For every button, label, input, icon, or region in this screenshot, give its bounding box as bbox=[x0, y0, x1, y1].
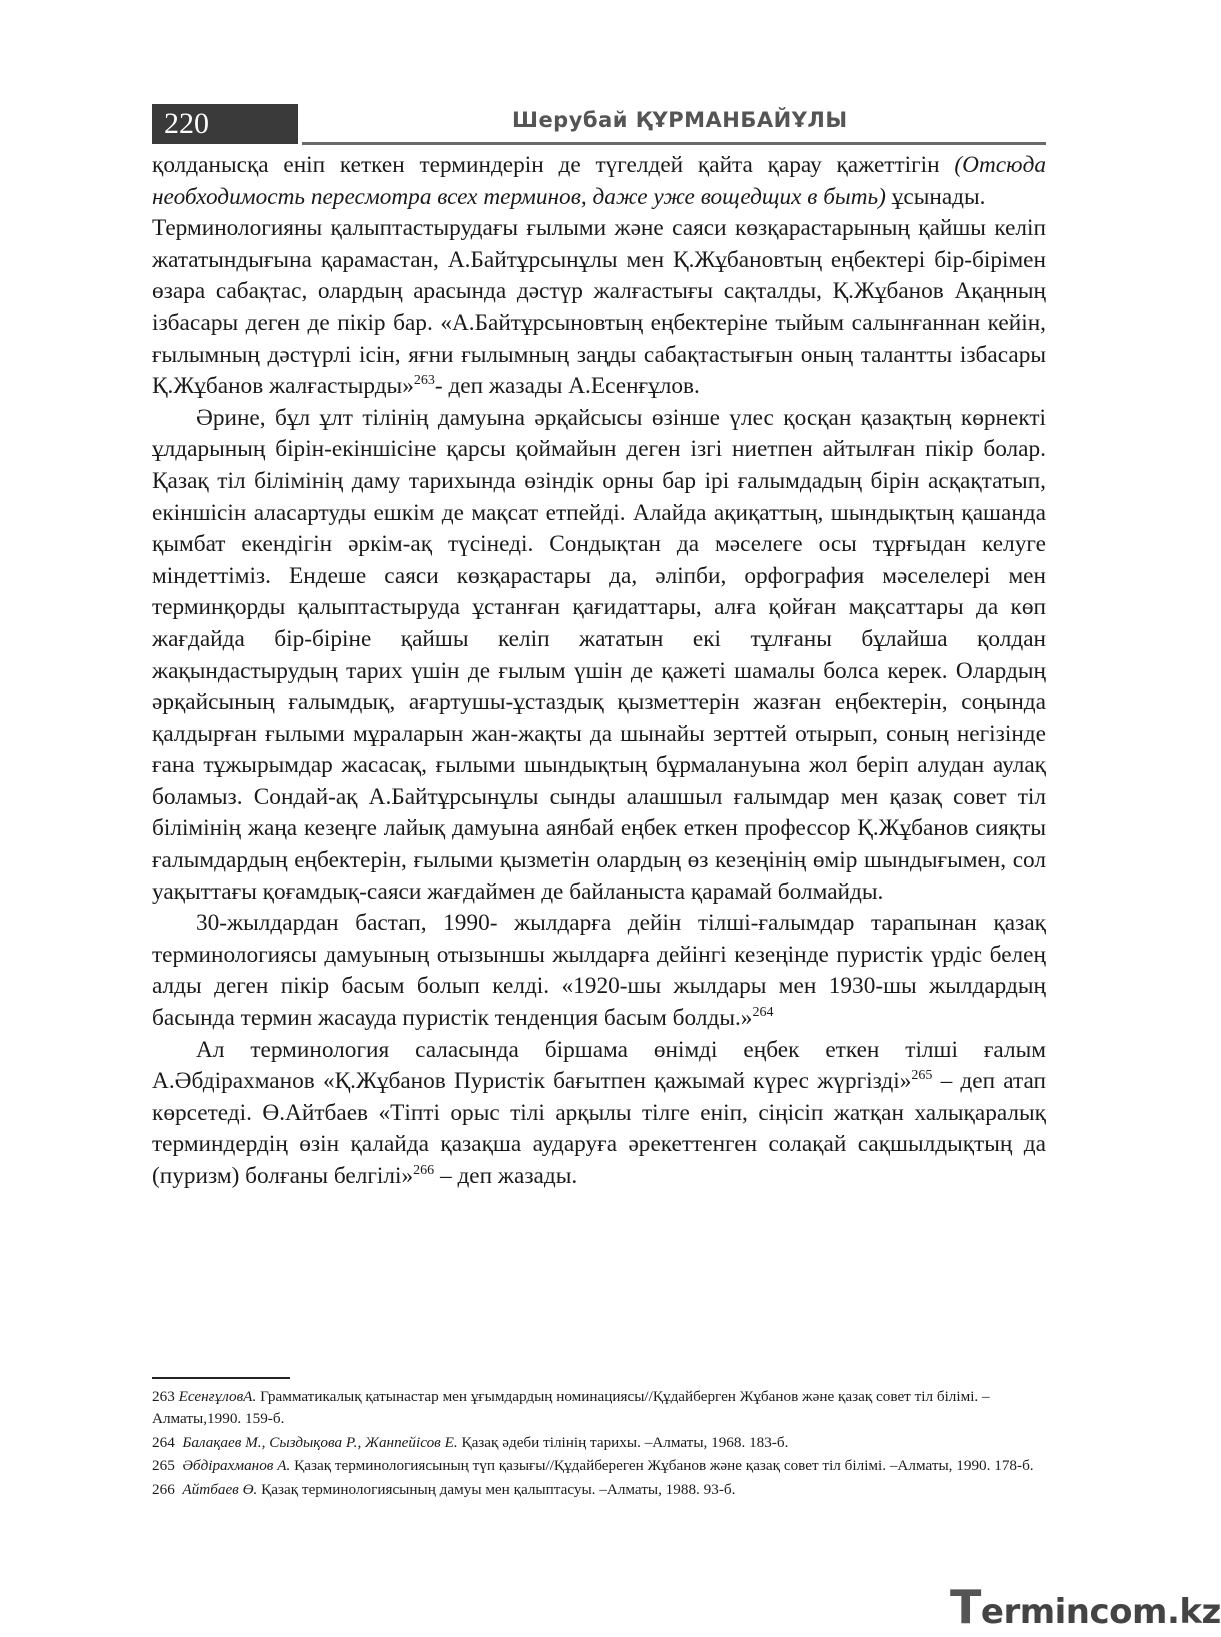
watermark-rest: ermincom.kz bbox=[980, 1592, 1221, 1632]
p1-text-b: ұсынады. bbox=[885, 183, 986, 210]
footnote-text: Қазақ әдеби тілінің тарихы. –Алматы, 1968. 183-б. bbox=[457, 1433, 789, 1451]
page-header bbox=[152, 104, 1046, 148]
running-title: Шерубай ҚҰРМАНБАЙҰЛЫ bbox=[512, 108, 848, 132]
paragraph-4 bbox=[152, 908, 1046, 1034]
footnote-text: Грамматикалық қатынастар мен ұғымдардың номинациясы//Құдайберген Жұбанов және қазақ совет тіл білімі. –Алматы,1990. 159-б. bbox=[152, 1388, 990, 1427]
footnote-ref-263[interactable]: 263 bbox=[413, 373, 435, 389]
p5-text-b: – деп атап көрсетеді. Ө.Айтбаев «Тіпті орыс тілі арқылы тілге еніп, сіңісіп жатқан халықаралық терминдердің өзін қалайда қазақша аударуға әрекеттенген солақай сақшылдықтың да (пуризм) болғаны белгілі» bbox=[152, 1068, 1046, 1189]
footnote-text: Қазақ терминологиясының түп қазығы//Құдайбереген Жұбанов және қазақ совет тіл білімі. –Алматы, 1990. 178-б. bbox=[290, 1457, 1034, 1475]
footnote-number: 265 bbox=[152, 1457, 175, 1475]
footnote-author: ЕсенғұловА. bbox=[178, 1388, 257, 1405]
footnote-number: 263 bbox=[152, 1388, 175, 1405]
p1-text-a: қолданысқа еніп кеткен терминдерін де түгелдей қайта қарау қажеттігін bbox=[152, 152, 955, 178]
header-rule bbox=[302, 142, 1046, 145]
paragraph-2 bbox=[152, 213, 1046, 403]
p2-text-b: - деп жазады А.Есенғұлов. bbox=[434, 373, 700, 400]
footnotes bbox=[152, 1386, 1046, 1503]
paragraph-1 bbox=[152, 150, 1046, 213]
footnote-263 bbox=[152, 1386, 1046, 1430]
footnote-265 bbox=[152, 1455, 1046, 1477]
footnote-text: Қазақ терминологиясының дамуы мен қалыптасуы. –Алматы, 1988. 93-б. bbox=[257, 1481, 736, 1499]
footnote-author: Балақаев М., Сыздықова Р., Жанпейісов Е. bbox=[182, 1433, 458, 1451]
footnote-number: 266 bbox=[152, 1481, 175, 1499]
p5-text-c: – деп жазады. bbox=[434, 1163, 578, 1189]
footnote-rule bbox=[152, 1377, 290, 1379]
p5-text-a: Ал терминология саласында біршама өнімді еңбек еткен тілші ғалым А.Әбдірахманов «Қ.Жұбанов Пуристік бағытпен қажымай күрес жүргізді» bbox=[152, 1036, 1046, 1095]
watermark-logo bbox=[950, 1580, 1221, 1634]
p1-italic: (Отсюда необходимость пересмотра всех терминов, даже уже вощедщих в быть) bbox=[152, 152, 1046, 210]
footnote-266 bbox=[152, 1479, 1046, 1501]
footnote-ref-266[interactable]: 266 bbox=[413, 1163, 435, 1179]
footnote-ref-265[interactable]: 265 bbox=[911, 1068, 933, 1084]
footnote-author: Айтбаев Ө. bbox=[182, 1481, 258, 1499]
footnote-number: 264 bbox=[152, 1433, 175, 1451]
p4-text-a: 30-жылдардан бастап, 1990- жылдарға дейін тілші-ғалымдар тарапынан қазақ терминологиясы дамуының отызыншы жылдарға дейінгі кезеңінде пуристік үрдіс белең алды деген пікір басым болып келді. «1920-шы жылдары мен 1930-шы жылдардың басында термин жасауда пуристік тенденция басым болды.» bbox=[152, 910, 1046, 1032]
page-number: 220 bbox=[152, 104, 298, 144]
watermark-lead: T bbox=[950, 1580, 981, 1634]
body-text bbox=[152, 150, 1046, 1193]
footnote-author: Әбдірахманов А. bbox=[182, 1457, 291, 1475]
paragraph-3: Әрине, бұл ұлт тілінің дамуына әрқайсысы өзінше үлес қосқан қазақтың көрнекті ұлдарының бірін-екіншісіне қарсы қоймайын деген ізгі ниетпен айтылған пікір болар. Қазақ тіл білімінің даму тарихында өзіндік орны бар ірі ғалымдадың бірін асқақтатып, екіншісін аласартуды ешкім де мақсат етпейді. Алайда ақиқаттың, шындықтың қашанда қымбат екендігін әркім-ақ түсінеді. Сондықтан да мәселеге осы тұрғыдан келуге міндеттіміз. Ендеше саяси көзқарастары да, әліпби, орфография мәселелері мен терминқорды қалыптастыруда ұстанған қағидаттары, алға қойған мақсаттары да көп жағдайда бір-біріне қайшы келіп жататын екі тұлғаны бұлайша қолдан жақындастырудың тарих үшін де ғылым үшін де қажеті шамалы болса керек. Олардың әрқайсының ғалымдық, ағартушы-ұстаздық қызметтерін жазған еңбектерін, соңында қалдырған ғылыми мұраларын жан-жақты да шынайы зерттей отырып, соның негізінде ғана тұжырымдар жасасақ, ғылыми шындықтың бұрмалануына жол беріп алудан аулақ боламыз. Сондай-ақ А.Байтұрсынұлы сынды алашшыл ғалымдар мен қазақ совет тіл білімінің жаңа кезеңге лайық дамуына аянбай еңбек еткен профессор Қ.Жұбанов сияқты ғалымдардың еңбектерін, ғылыми қызметін олардың өз кезеңінің өмір шындығымен, сол уақыттағы қоғамдық-саяси жағдаймен де байланыста қарамай болмайды. bbox=[152, 404, 1046, 905]
footnote-264 bbox=[152, 1432, 1046, 1454]
p2-text-a: Терминологияны қалыптастырудағы ғылыми және саяси көзқарастарының қайшы келіп жататындығына қарамастан, А.Байтұрсынұлы мен Қ.Жұбановтың еңбектері бір-бірімен өзара сабақтас, олардың арасында дәстүр жалғастығы сақталды, Қ.Жұбанов Ақаңның ізбасары деген де пікір бар. «А.Байтұрсыновтың еңбектеріне тыйым салынғаннан кейін, ғылымның дәстүрлі ісін, яғни ғылымның заңды сабақтастығын оның талантты ізбасары Қ.Жұбанов жалғастырды» bbox=[152, 215, 1046, 400]
paragraph-5 bbox=[152, 1035, 1046, 1193]
footnote-ref-264[interactable]: 264 bbox=[752, 1005, 774, 1021]
